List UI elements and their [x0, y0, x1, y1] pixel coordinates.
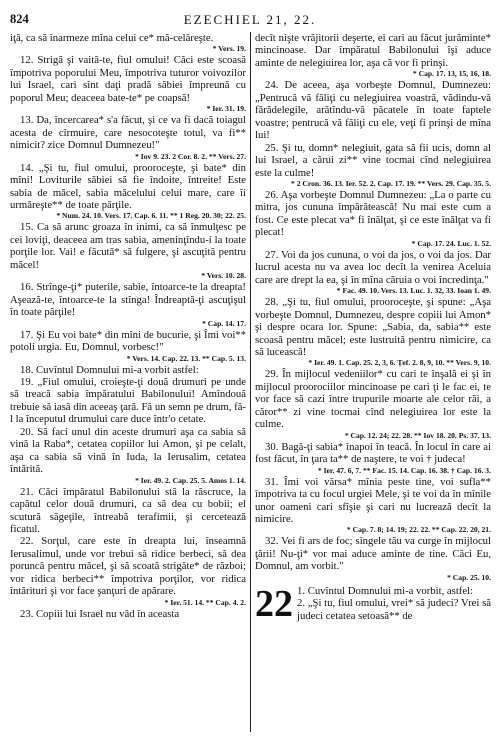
verse-text: 16. Strînge-ţi* puterile, sabie, întoarce-te la dreapta! Aşează-te, întoarce-te la stînga! Îndreaptă-ţi ascuţişul în toate părţile! [10, 281, 246, 319]
verse-paragraph [255, 296, 491, 368]
verse-text: 24. De aceea, aşa vorbeşte Domnul, Dumnezeu: „Pentrucă vă făliţi cu nelegiuirea voastră, vădindu-vă fărădelegile, arătîndu-vă păcatele în toate faptele voastre; pentrucă vă făliţi cu ele, veţi fi prinşi de mîna lui! [255, 79, 491, 142]
verse-text: 23. Copiii lui Israel nu văd în aceasta [20, 607, 180, 620]
verse-text: 26. Aşa vorbeşte Domnul Dumnezeu: „La o parte cu mitra, jos cununa împărătească! Nu mai este cum a fost. Ce este plecat va* fi înălţat, şi ce este înălţat va fi plecat! [255, 188, 491, 239]
verse-paragraph [255, 441, 491, 476]
cross-reference: * Ier. 31. 19. [206, 104, 246, 114]
chapter-number: 22 [255, 582, 293, 625]
chapter-text: 1. Cuvîntul Domnului mi-a vorbit, astfel: 2. „Şi tu, fiul omului, vrei* să judeci? Vrei să judeci cetatea setoasă** de [297, 584, 491, 622]
verse-text: 21. Căci împăratul Babilonului stă la răscruce, la capătul celor două drumuri, ca să dea cu bobii; el scutură săgeţile, întreabă terafimii, şi cercetează ficatul. [10, 485, 246, 535]
verse-paragraph [255, 535, 491, 582]
verse-text: decît nişte vrăjitorii deşerte, ei cari au făcut jurăminte* mincinoase. Dar împăratul Babilonului îşi aduce aminte de nelegiuirea lor, aşa că vor fi prinşi. [255, 32, 491, 69]
verse-paragraph [10, 54, 246, 114]
cross-reference: * Cap. 17. 24. Luc. 1. 52. [411, 238, 491, 248]
verse-text: 17. Şi Eu voi bate* din mîni de bucurie, şi Îmi voi** potoli urgia. Eu, Domnul, vorbesc!" [10, 328, 246, 354]
cross-reference: * Cap. 14. 17. [202, 318, 246, 328]
cross-reference: * Ier. 47. 6, 7. ** Fac. 15. 14. Cap. 16. 38. † Cap. 16. 3. [317, 465, 491, 475]
chapter-start [255, 582, 491, 625]
verse-text: 12. Strigă şi vaită-te, fiul omului! Căci este scoasă împotriva poporului Meu, împotriva tuturor voivozilor lui Israel, cari sînt daţi pradă săbiei împreună cu poporul Meu; deaceea bate-te* pe coapsă! [10, 54, 246, 104]
verse-paragraph [255, 189, 491, 249]
verse-text: 18. Cuvîntul Domnului mi-a vorbit astfel: [20, 363, 199, 376]
verse-paragraph [10, 608, 246, 620]
verse-paragraph [10, 114, 246, 161]
cross-reference: * Vers. 10. 28. [201, 271, 246, 281]
verse-paragraph [10, 486, 246, 536]
left-column [10, 32, 246, 620]
verse-paragraph [255, 249, 491, 296]
verse-paragraph [10, 281, 246, 328]
cross-reference: * Fac. 49. 10. Vers. 13. Luc. 1. 32, 33. Ioan 1. 49. [336, 286, 491, 296]
verse-paragraph [10, 221, 246, 281]
right-column [255, 32, 491, 625]
verse-paragraph [255, 368, 491, 440]
verse-paragraph [255, 79, 491, 141]
verse-text: 19. „Fiul omului, croieşte-ţi două drumuri pe unde să treacă sabia împăratului Babilonului! Amîndouă trebuie să iasă din aceeaş ţară. Fă un semn pe drum, fă-l la începutul drumului care duce într'o cetate. [10, 375, 246, 426]
verse-text: 27. Voi da jos cununa, o voi da jos, o voi da jos. Dar lucrul acesta nu va avea loc decît la venirea Aceluia care are drept la ea, şi în mîna căruia o voi încredinţa." [255, 248, 491, 286]
verse-paragraph [10, 426, 246, 486]
cross-reference: * Ier. 49. 2. Cap. 25. 5. Amos 1. 14. [135, 475, 246, 485]
cross-reference: * Cap. 12. 24; 22. 28. ** Iov 18. 20. Ps. 37. 13. [344, 430, 491, 440]
verse-text: 32. Vei fi ars de foc; sîngele tău va curge în mijlocul ţării! Nu-ţi* vor mai aduce aminte de tine. Căci Eu, Domnul, am vorbit." [255, 535, 491, 573]
cross-reference: * Num. 24. 10. Vers. 17. Cap. 6. 11. ** 1 Reg. 20. 30; 22. 25. [56, 211, 246, 221]
cross-reference: * Cap. 17. 13, 15, 16, 18. [412, 69, 491, 79]
verse-text: 31. Îmi voi vărsa* mînia peste tine, voi sufla** împotriva ta cu focul urgiei Mele, şi te voi da în mînile unor oameni cari sfîşie şi cari nu lucrează decît la nimicire. [255, 475, 491, 525]
cross-reference: * Ier. 51. 14. ** Cap. 4. 2. [164, 597, 246, 607]
verse-paragraph [10, 32, 246, 54]
verse-text: 14. „Şi tu, fiul omului, prooroceşte, şi bate* din mîni! Loviturile săbiei să fie îndoite, întreite! Este sabia de măcel, sabia măcelului celui mare, care îi urmăreşte** de toate părţile. [10, 161, 246, 211]
column-divider [250, 32, 251, 732]
verse-paragraph [10, 162, 246, 222]
verse-text: 15. Ca să arunc groaza în inimi, ca să înmulţesc pe cei loviţi, deaceea am tras sabia, ameninţîndu-i la toate porţile lor. Vai! e făcută* să fulgere, şi ascuţită pentru măcel! [10, 221, 246, 271]
verse-text: 25. Şi tu, domn* nelegiuit, gata să fii ucis, domn al lui Israel, a cărui zi** vine tocmai cînd nelegiuirea este la culme! [255, 141, 491, 179]
verse-paragraph [10, 535, 246, 607]
cross-reference: * Iov 9. 23. 2 Cor. 8. 2. ** Vers. 27. [135, 151, 246, 161]
verse-text: 20. Să faci unul din aceste drumuri aşa ca sabia să vină la Raba*, cetatea copiilor lui Amon, şi pe celalt, aşa ca sabia să vină în Iuda, la Ierusalim, cetatea întărită. [10, 425, 246, 476]
verse-text: 28. „Şi tu, fiul omului, prooroceşte, şi spune: „Aşa vorbeşte Domnul, Dumnezeu, despre copiii lui Amon* şi despre ocara lor. Spune: „Sabia, da, sabia** este scoasă pentru măcel; este lustruită pentru nimicire, ca să lucească! [255, 296, 491, 358]
verse-paragraph [255, 142, 491, 189]
cross-reference: * 2 Cron. 36. 13. Ier. 52. 2. Cap. 17. 19. ** Vers. 29. Cap. 35. 5. [291, 178, 491, 188]
cross-reference: * Ier. 49. 1. Cap. 25. 2, 3, 6. Țef. 2. 8, 9, 10. ** Vers. 9, 10. [308, 358, 491, 368]
cross-reference: * Vers. 14. Cap. 22. 13. ** Cap. 5. 13. [126, 353, 246, 363]
running-title: EZECHIEL 21, 22. [183, 12, 317, 27]
verse-text: 29. În mijlocul vedeniilor* cu cari te înşală ei şi în mijlocul proorociilor mincinoase pe cari ţi le fac ei, te vor face să cazi între trupurile moarte ale celor răi, a căror** zi vine tocmai cînd nelegiuirea lor este la culme. [255, 368, 491, 431]
verse-paragraph [10, 364, 246, 376]
verse-paragraph [10, 329, 246, 364]
verse-text: 30. Bagă-ţi sabia* înapoi în teacă. În locul în care ai fost făcut, în ţara ta** de naştere, te voi † judeca! [255, 440, 491, 466]
verse-paragraph [255, 476, 491, 536]
cross-reference: * Cap. 25. 10. [447, 572, 491, 582]
verse-paragraph [10, 376, 246, 426]
verse-text: 13. Da, încercarea* s'a făcut, şi ce va fi dacă toiagul acesta de cîrmuire, care nesocoteşte totul, va fi** nimicit? zice Domnul Dumnezeu!" [10, 114, 246, 152]
page-header [8, 12, 492, 28]
cross-reference: * Vers. 19. [212, 44, 246, 54]
verse-paragraph [255, 32, 491, 79]
cross-reference: * Cap. 7. 8; 14. 19; 22. 22. ** Cap. 22. 20, 21. [346, 525, 491, 535]
verse-text: 22. Sorţul, care este în dreapta lui, înseamnă Ierusalimul, unde vor trebui să ridice berbeci, să dea poruncă pentru măcel, şi să scoată strigăte* de război; vor ridica berbeci** împotriva porţilor, vor ridica întărituri şi vor face şanţuri de apărare. [10, 535, 246, 598]
verse-text: iţă, ca să înarmeze mîna celui ce* mă-celăreşte. [10, 32, 214, 44]
page-number: 824 [10, 12, 29, 26]
